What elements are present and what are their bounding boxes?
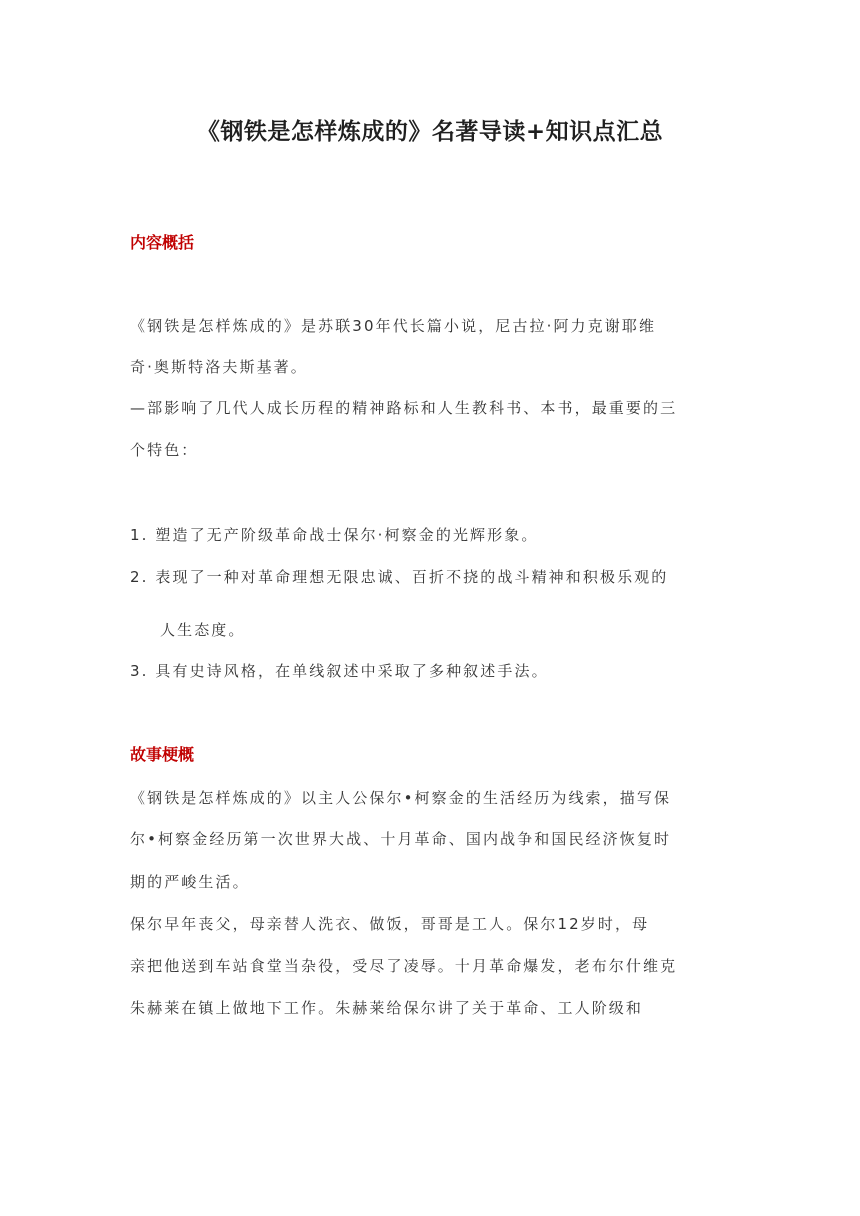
paragraph-line: 个特色： <box>130 441 199 459</box>
paragraph-line: —部影响了几代人成长历程的精神路标和人生教科书、本书，最重要的三 <box>130 399 678 417</box>
paragraph-line: 亲把他送到车站食堂当杂役，受尽了凌辱。十月革命爆发，老布尔什维克 <box>130 957 678 975</box>
list-item-continuation: 人生态度。 <box>160 621 246 639</box>
document-title: 《钢铁是怎样炼成的》名著导读+知识点汇总 <box>196 119 664 145</box>
paragraph-line: 尔•柯察金经历第一次世界大战、十月革命、国内战争和国民经济恢复时 <box>130 830 672 848</box>
paragraph-line: 《钢铁是怎样炼成的》以主人公保尔•柯察金的生活经历为线索，描写保 <box>130 789 672 807</box>
list-item: 1. 塑造了无产阶级革命战士保尔·柯察金的光辉形象。 <box>130 526 539 544</box>
paragraph-line: 《钢铁是怎样炼成的》是苏联30年代长篇小说，尼古拉·阿力克谢耶维 <box>130 317 657 335</box>
paragraph-line: 保尔早年丧父，母亲替人洗衣、做饭，哥哥是工人。保尔12岁时，母 <box>130 915 650 933</box>
paragraph-line: 奇·奥斯特洛夫斯基著。 <box>130 358 308 376</box>
section-heading-content-summary: 内容概括 <box>130 233 195 252</box>
list-item: 2. 表现了一种对革命理想无限忠诚、百折不挠的战斗精神和积极乐观的 <box>130 568 669 586</box>
paragraph-line: 朱赫莱在镇上做地下工作。朱赫莱给保尔讲了关于革命、工人阶级和 <box>130 999 644 1017</box>
list-item: 3. 具有史诗风格，在单线叙述中采取了多种叙述手法。 <box>130 662 549 680</box>
paragraph-line: 期的严峻生活。 <box>130 873 250 891</box>
section-heading-story-synopsis: 故事梗概 <box>130 745 195 764</box>
